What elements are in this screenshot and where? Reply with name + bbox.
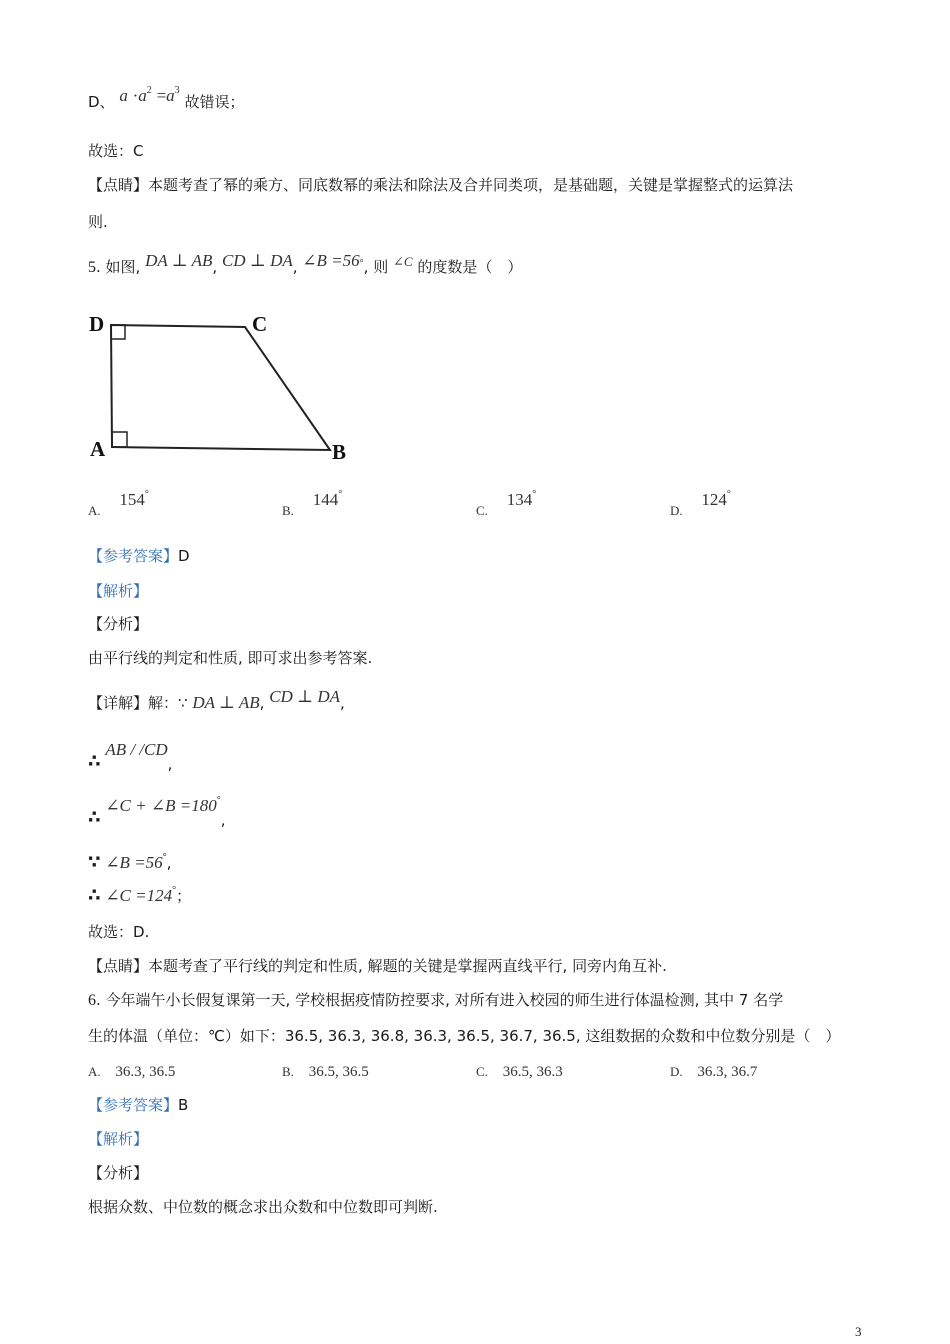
option-value: 134 <box>506 490 533 509</box>
comment-tag: 【点睛】 <box>88 957 149 975</box>
fenxi-tag: 【分析】 <box>88 615 149 633</box>
question-6-line2: 生的体温（单位：℃）如下：36.5, 36.3, 36.8, 36.3, 36.5, 36.7, 36.5, 这组数据的众数和中位数分别是（ ） <box>88 1027 841 1045</box>
option-value: 36.3, 36.7 <box>697 1064 758 1080</box>
q5-math-1: DA ⊥ AB <box>145 251 213 270</box>
answer2-line <box>88 1095 188 1115</box>
q5-option-b <box>282 489 343 518</box>
comma: , <box>212 258 218 276</box>
q5-math-2: CD ⊥ DA <box>221 251 293 270</box>
option-label: C. <box>476 1064 488 1079</box>
analysis2-tag: 【解析】 <box>88 1130 149 1148</box>
degree: ° <box>726 489 731 500</box>
q5-option-a <box>88 489 149 518</box>
comma: , <box>166 854 172 872</box>
math-a: a <box>119 86 128 105</box>
choose-c-line: 故选：C <box>88 142 144 160</box>
step-sum <box>88 795 226 829</box>
option-label: A. <box>88 1064 101 1079</box>
math-eq: = <box>156 86 167 105</box>
q5-mid: , 则 <box>363 258 389 276</box>
comment1-tail: 则. <box>88 213 108 231</box>
option-value: 36.3, 36.5 <box>115 1064 176 1080</box>
exponent-2: 2 <box>146 85 152 96</box>
answer-tag: 【参考答案】 <box>88 1096 179 1114</box>
q6-option-b <box>282 1061 369 1082</box>
comment-text: 本题考查了幂的乘方、同底数幂的乘法和除法及合并同类项，是基础题，关键是掌握整式的运算法 <box>148 176 794 194</box>
degree: ° <box>359 258 364 269</box>
detail-line <box>88 687 345 713</box>
option-label: A. <box>88 503 101 518</box>
option-value: 154 <box>119 490 145 509</box>
label-c: C <box>252 312 268 336</box>
fenxi-text: 由平行线的判定和性质, 即可求出参考答案. <box>88 649 373 667</box>
option-value: 144 <box>312 490 339 509</box>
detail-pre: 解：∵ <box>148 694 188 712</box>
right-angle-d <box>111 325 125 339</box>
q5-option-d <box>670 489 731 518</box>
prefix-d: D、 <box>88 93 115 111</box>
option-value: 36.5, 36.5 <box>308 1064 369 1080</box>
question-number: 5 <box>88 259 96 276</box>
answer-value: D <box>178 547 190 565</box>
q6-option-a <box>88 1061 175 1082</box>
degree: ° <box>172 885 177 896</box>
exponent-3: 3 <box>174 85 180 96</box>
comment-tag: 【点睛】 <box>88 176 149 194</box>
label-d: D <box>89 312 105 336</box>
wrong-text: 故错误； <box>184 93 245 111</box>
math-a2: a <box>138 86 147 105</box>
option-label: C. <box>476 503 488 518</box>
step-math: AB / /CD <box>105 740 168 759</box>
therefore-symbol: ∴ <box>88 807 101 828</box>
option-label: D. <box>670 503 683 518</box>
detail-tag: 【详解】 <box>88 694 149 712</box>
trapezoid-shape <box>111 325 330 450</box>
comma: , <box>259 694 265 712</box>
degree: ° <box>338 489 343 500</box>
option-value: 36.5, 36.3 <box>502 1064 563 1080</box>
therefore-symbol: ∴ <box>88 751 101 772</box>
degree: ° <box>532 489 537 500</box>
fenxi2-tag: 【分析】 <box>88 1164 149 1182</box>
comma: , <box>167 755 173 773</box>
q5-math-4: ∠C <box>392 254 413 269</box>
degree: ° <box>144 489 149 500</box>
step-parallel <box>88 740 173 773</box>
option-value: 124 <box>701 490 727 509</box>
option-label: B. <box>282 503 294 518</box>
answer-tag: 【参考答案】 <box>88 547 179 565</box>
detail-math-1: DA ⊥ AB <box>192 693 260 712</box>
math-dot: · <box>132 86 139 105</box>
degree: ° <box>162 852 167 863</box>
label-b: B <box>332 440 347 464</box>
analysis-tag: 【解析】 <box>88 582 149 600</box>
comment-text: 本题考查了平行线的判定和性质, 解题的关键是掌握两直线平行, 同旁内角互补. <box>148 957 667 975</box>
q5-math-3: ∠B =56 <box>302 251 360 270</box>
math-a3: a <box>166 86 175 105</box>
q5-end: 的度数是（ ） <box>417 258 523 276</box>
comment2-line <box>88 956 667 976</box>
step-math: ∠C =124 <box>105 886 173 905</box>
step-math: ∠C + ∠B =180 <box>105 796 217 815</box>
q6-line-1: . 今年端午小长假复课第一天, 学校根据疫情防控要求, 对所有进入校园的师生进行体温检测, 其中 7 名学 <box>96 991 784 1009</box>
step-math: ∠B =56 <box>105 853 163 872</box>
step-c <box>88 886 191 909</box>
choose-d-line: 故选：D. <box>88 923 150 941</box>
right-angle-a <box>112 432 127 447</box>
comma: , <box>220 811 226 829</box>
q6-option-d <box>670 1061 757 1082</box>
step-b <box>88 853 171 876</box>
answer-value: B <box>178 1096 189 1114</box>
comma: , <box>339 694 345 712</box>
q5-pre: . 如图, <box>96 258 141 276</box>
therefore-symbol: ∴ <box>88 885 101 906</box>
page-number: 3 <box>855 1324 862 1339</box>
q6-option-c <box>476 1061 563 1082</box>
question-6 <box>88 990 783 1011</box>
label-a: A <box>90 437 106 461</box>
because-symbol: ∵ <box>88 852 101 873</box>
q5-option-c <box>476 489 537 518</box>
degree: ° <box>216 795 221 806</box>
option-label: B. <box>282 1064 294 1079</box>
question-number: 6 <box>88 992 96 1009</box>
option-label: D. <box>670 1064 683 1079</box>
detail-math-2: CD ⊥ DA <box>269 687 340 706</box>
semicolon: ； <box>176 887 192 905</box>
comma: , <box>292 258 298 276</box>
answer-line <box>88 546 190 566</box>
fenxi2-text: 根据众数、中位数的概念求出众数和中位数即可判断. <box>88 1198 438 1216</box>
